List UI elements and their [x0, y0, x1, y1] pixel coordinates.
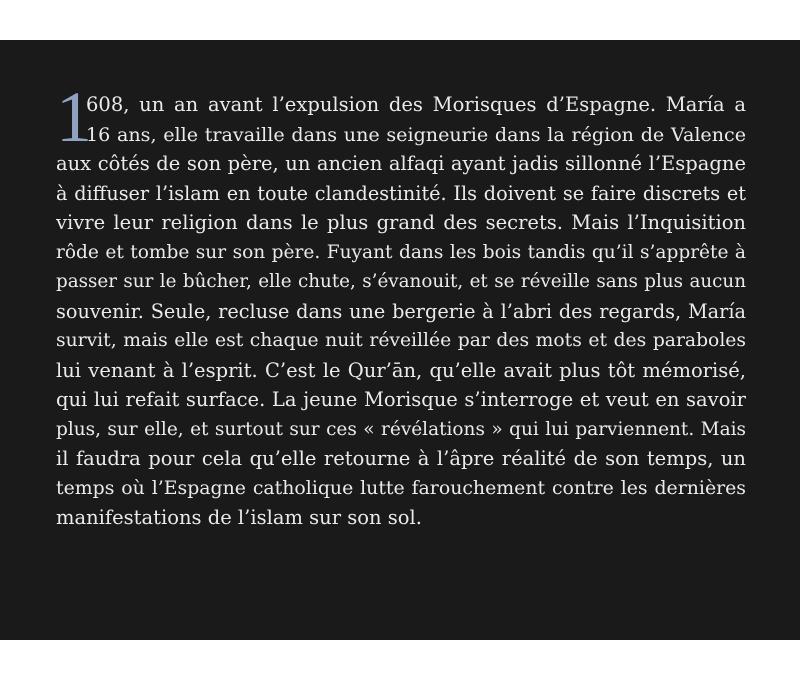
text-line: aux côtés de son père, un ancien alfaqi ayant jadis sillonné l’Espagne — [56, 152, 746, 175]
synopsis-text — [56, 90, 746, 533]
text-line: rôde et tombe sur son père. Fuyant dans les bois tandis qu’il s’apprête à — [56, 241, 746, 263]
text-line: passer sur le bûcher, elle chute, s’évanouit, et se réveille sans plus aucun — [56, 271, 746, 292]
text-line: qui lui refait surface. La jeune Morisque s’interroge et veut en savoir — [56, 388, 746, 411]
text-line: 608, un an avant l’expulsion des Morisques d’Espagne. María a — [86, 93, 746, 116]
text-line: vivre leur religion dans le plus grand des secrets. Mais l’Inquisition — [56, 211, 746, 234]
text-line: lui venant à l’esprit. C’est le Qur’ān, qu’elle avait plus tôt mémorisé, — [56, 358, 746, 382]
drop-cap: 1 — [56, 77, 92, 157]
text-line: plus, sur elle, et surtout sur ces « révélations » qui lui parviennent. Mais — [56, 418, 746, 440]
text-line: temps où l’Espagne catholique lutte farouchement contre les dernières — [56, 476, 746, 499]
text-line: il faudra pour cela qu’elle retourne à l’âpre réalité de son temps, un — [56, 447, 746, 470]
text-line: souvenir. Seule, recluse dans une bergerie à l’abri des regards, María — [56, 299, 746, 323]
text-line: à diffuser l’islam en toute clandestinité. Ils doivent se faire discrets et — [56, 181, 746, 205]
text-panel — [0, 40, 800, 640]
text-line: manifestations de l’islam sur son sol. — [56, 506, 422, 529]
text-line: survit, mais elle est chaque nuit réveillée par des mots et des paraboles — [56, 330, 746, 351]
text-line: 16 ans, elle travaille dans une seigneurie dans la région de Valence — [86, 122, 746, 146]
